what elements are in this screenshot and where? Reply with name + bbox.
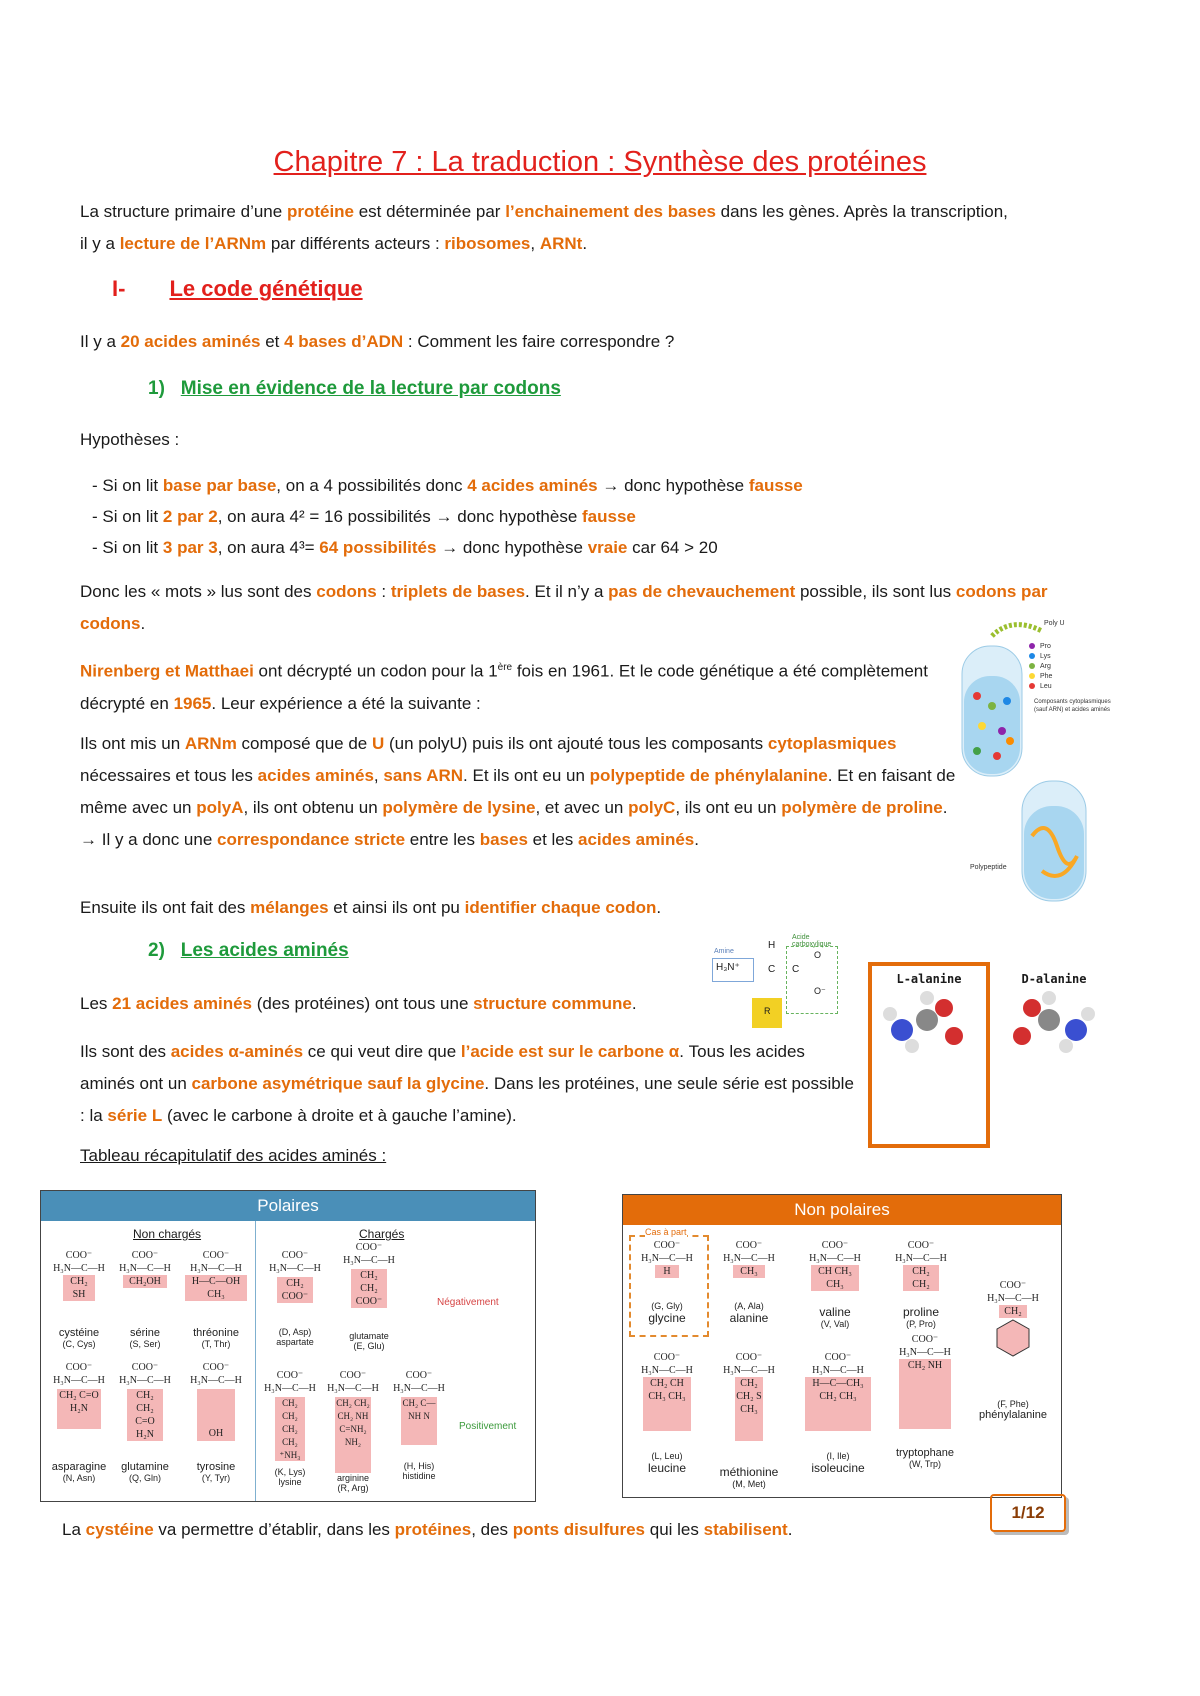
amino-acid: COO⁻ H₃N—C—H CH₂ NH [885, 1333, 965, 1429]
ensuite-paragraph: Ensuite ils ont fait des mélanges et ainsi ils ont pu identifier chaque codon. [80, 898, 662, 917]
amino-acid-name: proline (P, Pro) [902, 1305, 940, 1329]
footer-paragraph: La cystéine va permettre d’établir, dans les protéines, des ponts disulfures qui les stabilisent. [62, 1520, 793, 1539]
components-label: Composants cytoplasmiques (sauf ARN) et acides aminés [1034, 699, 1111, 713]
amino-acid: COO⁻ H₃N—C—H H—C—CH₃ CH₂ CH₃ [799, 1351, 877, 1431]
uncharged-label: Non chargés [133, 1227, 202, 1241]
amino-acid-name: sérine (S, Ser) [129, 1327, 161, 1349]
amino-acid: COO⁻ H₃N—C—H CH₂ C=O H₂N [47, 1361, 111, 1431]
amino-acid-name: thréonine (T, Thr) [193, 1327, 239, 1349]
amino-acid-name: (L, Leu) leucine [647, 1451, 687, 1475]
polypeptide-label: Polypeptide [970, 864, 1007, 871]
codons-paragraph: Donc les « mots » lus sont des codons : triplets de bases. Et il n’y a pas de chevauchement possible, ils sont lus codons par codons. [80, 582, 1048, 633]
amino-legend: Pro Lys Arg Phe Leu [1040, 643, 1053, 690]
l-alanine-box [868, 962, 990, 1148]
intro-paragraph: La structure primaire d’une protéine est déterminée par l’enchainement des bases dans les gènes. Après la transcription, il y a lecture de l’ARNm par différents acteurs : ribosomes, ARNt. [80, 202, 1008, 253]
amino-acid: COO⁻ H₃N—C—H H—C—OH CH₃ [181, 1249, 251, 1301]
l-alanine-label: L-alanine [896, 972, 962, 986]
polyu-label: Poly U [1044, 620, 1065, 627]
d-alanine-label: D-alanine [1021, 972, 1087, 986]
oxygen-atom: O [814, 950, 822, 960]
amino-acid: COO⁻ H₃N—C—H CH₂OH [119, 1250, 171, 1287]
nirenberg-figure [952, 606, 1112, 906]
r-group: R [764, 1006, 771, 1016]
amino-acid-name: (K, Lys) lysine [274, 1467, 306, 1487]
amino-acid: COO⁻ H₃N—C—H CH₂ SH [53, 1250, 105, 1300]
subsection-heading: 1) Mise en évidence de la lecture par codons [148, 378, 561, 399]
amino-acid: COO⁻ H₃N—C—H OH [190, 1362, 242, 1439]
amino-acid: COO⁻ H₃N—C—H CH₂ CH₂ CH₂ NH C=NH₂ NH₂ [321, 1369, 385, 1475]
amino-acid-name: tyrosine (Y, Tyr) [196, 1461, 236, 1483]
amino-acid: COO⁻ H₃N—C—H CH₂ CH₂ S CH₃ [713, 1351, 785, 1441]
benzene-ring-icon [993, 1318, 1033, 1358]
hypotheses-label: Hypothèses : [80, 430, 180, 449]
amino-acid: COO⁻ H₃N—C—H CH₂ [973, 1279, 1053, 1362]
amino-acid-name: arginine (R, Arg) [336, 1473, 370, 1493]
list-item: - Si on lit 3 par 3, on aura 4³= 64 possibilités → donc hypothèse vraie car 64 > 20 [92, 538, 718, 557]
polar-header: Polaires [41, 1191, 535, 1221]
amino-acid-name: (H, His) histidine [402, 1461, 436, 1481]
amino-acid: COO⁻ H₃N—C—H CH₂ CH CH₃ CH₃ [631, 1351, 703, 1431]
nonpolar-table [622, 1194, 1062, 1498]
carboxyl-label: Acide carboxylique [792, 934, 832, 948]
alpha-carbon: C [768, 964, 776, 975]
hydrogen-atom: H [768, 940, 776, 951]
amino-acid: COO⁻ H₃N—C—H CH₂ C—NH N [387, 1369, 451, 1447]
section-heading: I- Le code génétique [112, 276, 363, 301]
amino-acid-name: méthionine (M, Met) [719, 1465, 779, 1489]
negative-label: Négativement [437, 1297, 499, 1308]
amino-acid: COO⁻ H₃N—C—H CH₂ CH₂ C=O H₂N [119, 1362, 171, 1440]
page-title: Chapitre 7 : La traduction : Synthèse des protéines [273, 146, 927, 178]
amino-acid-name: glutamate (E, Glu) [349, 1331, 389, 1351]
structure-paragraph: Les 21 acides aminés (des protéines) ont tous une structure commune. [80, 994, 637, 1013]
hypotheses-list [92, 470, 952, 563]
amino-acid-name: (F, Phe) phénylalanine [979, 1399, 1047, 1421]
list-item: - Si on lit base par base, on a 4 possibilités donc 4 acides aminés → donc hypothèse fausse [92, 476, 803, 495]
test-tubes-illustration [952, 606, 1112, 906]
amino-acid: COO⁻ H₃N—C—H CH₂ CH₂ CH₂ CH₂ ⁺NH₃ [264, 1370, 316, 1460]
nonpolar-header: Non polaires [623, 1195, 1061, 1225]
amine-group: H₃N⁺ [716, 962, 740, 973]
amino-acid: COO⁻ H₃N—C—H CH CH₃ CH₃ [809, 1240, 861, 1290]
amino-acid-name: asparagine (N, Asn) [51, 1461, 107, 1483]
polar-table [40, 1190, 536, 1502]
oxygen-atom: O⁻ [814, 986, 826, 996]
list-item: - Si on lit 2 par 2, on aura 4² = 16 possibilités → donc hypothèse fausse [92, 507, 636, 526]
amino-acid: COO⁻ H₃N—C—H H [641, 1240, 693, 1277]
amine-label: Amine [714, 948, 734, 955]
amino-acid: COO⁻ H₃N—C—H CH₃ [723, 1240, 775, 1277]
carboxyl-carbon: C [792, 964, 800, 975]
amino-acid-name: glutamine (Q, Gln) [121, 1461, 169, 1483]
amino-acid: COO⁻ H₃N—C—H CH₂ COO⁻ [269, 1250, 321, 1302]
l-alanine-model [872, 986, 982, 1066]
carboxyl-box [786, 946, 838, 1014]
amino-acid-name: tryptophane (W, Trp) [895, 1447, 955, 1469]
experiment-paragraph: Ils ont mis un ARNm composé que de U (un polyU) puis ils ont ajouté tous les composants cytoplasmiques nécessaires et tous les acides aminés, sans ARN. Et ils ont eu un polypeptide de phénylalanine. Et en faisant de même avec un polyA, ils ont obtenu un polymère de lysine, et avec un polyC, ils ont eu un polymère de proline. → Il y a donc une correspondance stricte entre les bases et les acides aminés. [80, 734, 956, 849]
subsection-heading: 2) Les acides aminés [148, 940, 349, 961]
alpha-paragraph: Ils sont des acides α-aminés ce qui veut dire que l’acide est sur le carbone α. Tous les acides aminés ont un carbone asymétrique sauf la glycine. Dans les protéines, une seule série est possible : la série L (avec le carbone à droite et à gauche l’amine). [80, 1042, 854, 1125]
positive-label: Positivement [459, 1421, 517, 1432]
question-line: Il y a 20 acides aminés et 4 bases d’ADN : Comment les faire correspondre ? [80, 332, 675, 351]
amino-acid-name: valine (V, Val) [819, 1305, 851, 1329]
amino-acid-name: (A, Ala) alanine [729, 1301, 769, 1325]
table-label: Tableau récapitulatif des acides aminés : [80, 1146, 387, 1165]
divider [255, 1221, 256, 1501]
charged-label: Chargés [359, 1227, 405, 1241]
special-case-label: Cas à part [645, 1227, 687, 1237]
d-alanine-model [994, 986, 1104, 1066]
page-number: 1/12 [990, 1494, 1066, 1532]
amino-acid-name: cystéine (C, Cys) [58, 1327, 100, 1349]
amino-acid-structure-figure [712, 936, 848, 1046]
d-alanine-box [994, 966, 1114, 1140]
amino-acid-name: (I, Ile) isoleucine [811, 1451, 865, 1475]
nirenberg-paragraph: Nirenberg et Matthaei ont décrypté un codon pour la 1ère fois en 1961. Et le code génétique a été complètement décrypté en 1965. Leur expérience a été la suivante : [80, 661, 928, 713]
amino-acid: COO⁻ H₃N—C—H CH₂ CH₂ COO⁻ [343, 1242, 395, 1307]
amino-acid: COO⁻ H₃N—C—H CH₂ CH₂ [895, 1240, 947, 1290]
amino-acid-name: (G, Gly) glycine [648, 1301, 686, 1325]
amino-acid-name: (D, Asp) aspartate [276, 1327, 314, 1347]
